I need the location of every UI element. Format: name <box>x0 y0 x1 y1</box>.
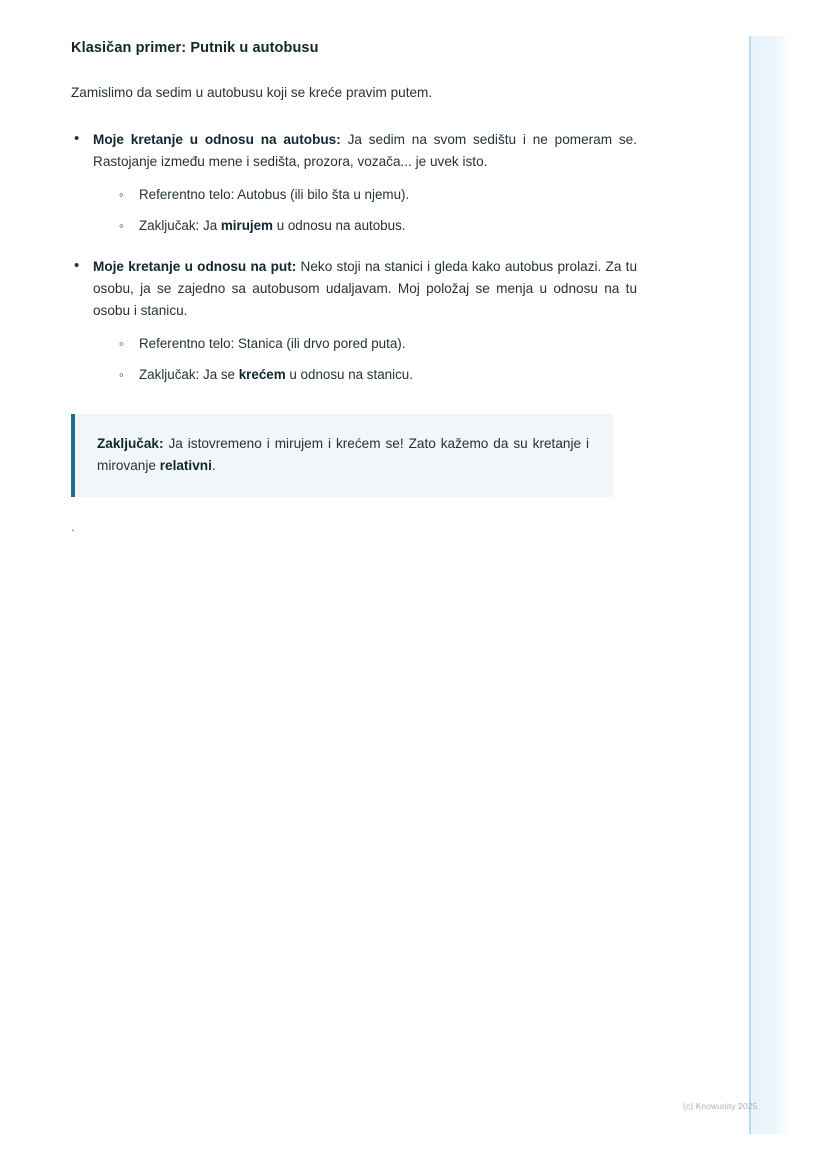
callout-body-after: . <box>211 458 216 473</box>
sub-item-post: u odnosu na autobus. <box>272 218 406 234</box>
callout-body-before: Ja istovremeno i mirujem i krećem se! Zato kažemo da su kretanje i mirovanje <box>97 435 589 473</box>
sub-item-pre: Zaključak: Ja se <box>139 367 239 383</box>
list-item <box>71 256 637 385</box>
list-item <box>71 129 637 236</box>
sub-list <box>93 334 637 385</box>
stray-backtick: ` <box>71 527 76 543</box>
bullet-text <box>93 256 637 322</box>
sub-item-pre: Referentno telo: Autobus (ili bilo šta u njemu). <box>139 187 410 203</box>
sub-list <box>93 185 637 236</box>
page-title: Klasičan primer: Putnik u autobusu <box>71 40 319 56</box>
sub-item-pre: Zaključak: Ja <box>139 218 221 234</box>
sub-list-item <box>119 365 637 385</box>
sub-item-pre: Referentno telo: Stanica (ili drvo pored puta). <box>139 336 406 352</box>
page-side-strip-rule <box>749 36 751 1134</box>
intro-paragraph: Zamislimo da sedim u autobusu koji se kreće pravim putem. <box>71 85 433 100</box>
sub-list-item <box>119 185 637 205</box>
sub-list-item <box>119 216 637 236</box>
callout-emphasis: relativni <box>159 458 212 473</box>
bullet-text <box>93 129 637 173</box>
bullet-body: Neko stoji na stanici i gleda kako autobus prolazi. Za tu osobu, ja se zajedno sa autobusom udaljavam. Moj položaj se menja u odnosu na tu osobu i stanicu. <box>93 259 637 319</box>
sub-item-post: u odnosu na stanicu. <box>285 367 413 383</box>
conclusion-callout <box>71 414 613 498</box>
callout-text <box>97 433 589 478</box>
footer-credit: (c) Knowunity 2025 <box>683 1101 758 1111</box>
bullet-lead: Moje kretanje u odnosu na autobus: <box>93 132 341 148</box>
bullet-lead: Moje kretanje u odnosu na put: <box>93 259 297 275</box>
document-content <box>71 40 637 543</box>
sub-list-item <box>119 334 637 354</box>
bullet-body: Ja sedim na svom sedištu i ne pomeram se. Rastojanje između mene i sedišta, prozora, vozača... je uvek isto. <box>93 132 637 170</box>
bullet-list <box>71 129 637 386</box>
sub-item-bold: krećem <box>238 367 286 383</box>
page-side-strip <box>749 36 791 1134</box>
sub-item-bold: mirujem <box>220 218 273 234</box>
callout-lead: Zaključak: <box>97 435 164 451</box>
